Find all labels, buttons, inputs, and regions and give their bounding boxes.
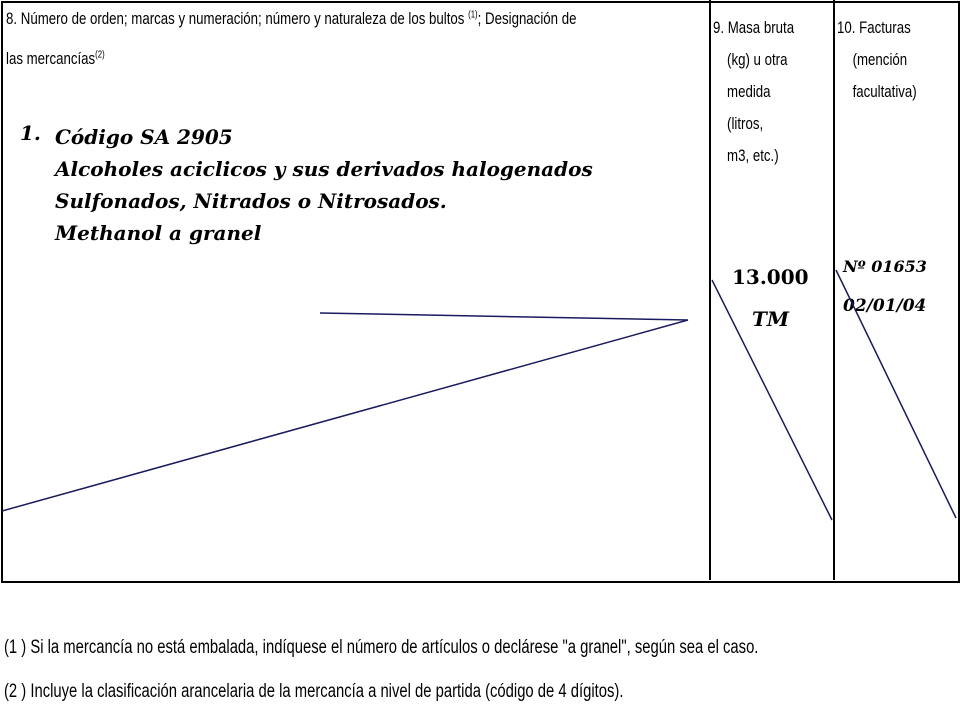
box10-heading-line: (mención: [852, 50, 908, 69]
goods-product-name: Methanol a granel: [55, 221, 262, 245]
box10-heading-line: 10. Facturas: [837, 18, 911, 37]
box8-heading-line1: 8. Número de orden; marcas y numeración; número y naturaleza de los bultos $^{(1)}$; Designación de: [6, 9, 577, 28]
box9-heading-line: (litros,: [727, 114, 764, 133]
goods-hs-code: Código SA 2905: [55, 125, 233, 149]
box9-heading-line: m3, etc.): [727, 146, 779, 165]
box9-strike-line: [712, 280, 832, 520]
gross-mass-unit: TM: [752, 307, 790, 331]
box9-heading-line: (kg) u otra: [727, 50, 788, 69]
goods-description-line3: Sulfonados, Nitrados o Nitrosados.: [55, 189, 447, 213]
box8-strike-line-diagonal: [2, 320, 688, 511]
invoice-number: Nº 01653: [843, 257, 927, 276]
box8-strike-line-top: [320, 313, 688, 320]
goods-item-number: 1.: [20, 121, 41, 145]
gross-mass-value: 13.000: [732, 265, 809, 289]
box8-heading-line2: las mercancías$^{(2)}$: [6, 49, 105, 68]
goods-description-line2: Alcoholes aciclicos y sus derivados halogenados: [55, 157, 593, 181]
footnotes-section: [0, 583, 960, 720]
footnote-ref-2: (2): [95, 49, 105, 61]
box10-heading-line: facultativa): [852, 82, 917, 101]
box10-strike-line: [836, 270, 956, 518]
footnote-ref-1: (1): [468, 9, 478, 21]
box9-heading-line: medida: [727, 82, 771, 101]
invoice-date: 02/01/04: [843, 296, 927, 316]
footnote-2: (2 ) Incluye la clasificación arancelaria de la mercancía a nivel de partida (código de 4 dígitos).: [4, 681, 624, 702]
footnote-1: (1 ) Si la mercancía no está embalada, indíquese el número de artículos o declárese "a granel", según sea el caso.: [4, 637, 759, 658]
box9-heading-line: 9. Masa bruta: [713, 18, 795, 37]
